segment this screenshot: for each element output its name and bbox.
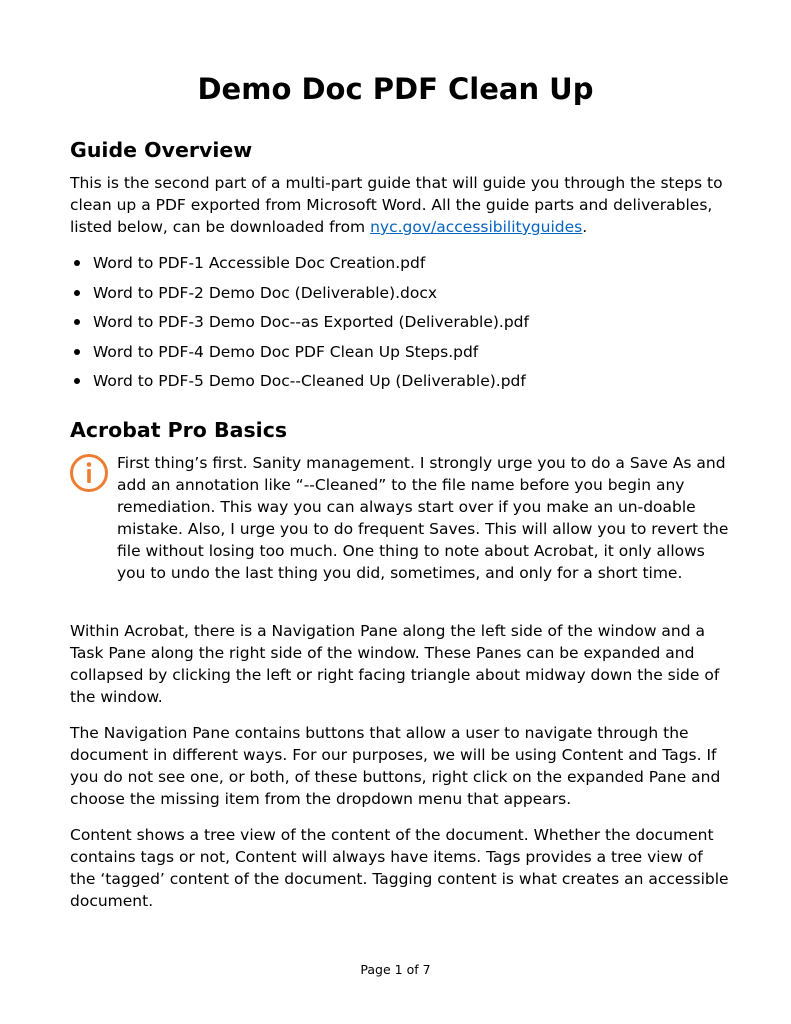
bullet-icon: [74, 378, 80, 384]
list-item-text: Word to PDF-1 Accessible Doc Creation.pdf: [93, 254, 426, 272]
list-item: [70, 311, 730, 341]
guide-files-list: [70, 252, 730, 400]
overview-paragraph: [70, 172, 730, 238]
overview-text: This is the second part of a multi-part guide that will guide you through the steps to clean up a PDF exported from Microsoft Word. All the guide parts and deliverables, listed below, can be downloaded from: [70, 174, 723, 236]
heading-guide-overview: Guide Overview: [70, 138, 253, 162]
list-item: [70, 341, 730, 371]
list-item-text: Word to PDF-3 Demo Doc--as Exported (Deliverable).pdf: [93, 313, 529, 331]
content-tags-paragraph: Content shows a tree view of the content of the document. Whether the document contains tags or not, Content will always have items. Tags provides a tree view of the ‘tagged’ content of the document. Tagging content is what creates an accessible document.: [70, 826, 729, 910]
list-item: [70, 370, 730, 400]
overview-text-end: .: [582, 218, 588, 236]
sanity-note: First thing’s first. Sanity management. I strongly urge you to do a Save As and add an annotation like “--Cleaned” to the file name before you begin any remediation. This way you can always start over if you make an un-doable mistake. Also, I urge you to do frequent Saves. This will allow you to revert the file without losing too much. One thing to note about Acrobat, it only allows you to undo the last thing you did, sometimes, and only for a short time.: [117, 454, 729, 582]
list-item: [70, 252, 730, 282]
list-item: [70, 282, 730, 312]
list-item-text: Word to PDF-5 Demo Doc--Cleaned Up (Deliverable).pdf: [93, 372, 526, 390]
list-item-text: Word to PDF-4 Demo Doc PDF Clean Up Steps.pdf: [93, 342, 479, 361]
info-icon: [69, 453, 109, 493]
list-item-text: Word to PDF-2 Demo Doc (Deliverable).docx: [93, 283, 438, 302]
bullet-icon: [74, 260, 80, 266]
bullet-icon: [74, 349, 80, 355]
page-number-footer: Page 1 of 7: [360, 962, 431, 977]
navigation-pane-paragraph: Within Acrobat, there is a Navigation Pane along the left side of the window and a Task Pane along the right side of the window. These Panes can be expanded and collapsed by clicking the left or right facing triangle about midway down the side of the window.: [70, 622, 720, 706]
navigation-buttons-paragraph: The Navigation Pane contains buttons that allow a user to navigate through the document in different ways. For our purposes, we will be using Content and Tags. If you do not see one, or both, of these buttons, right click on the expanded Pane and choose the missing item from the dropdown menu that appears.: [70, 724, 721, 808]
heading-acrobat-pro-basics: Acrobat Pro Basics: [70, 418, 288, 442]
accessibility-guides-link[interactable]: nyc.gov/accessibilityguides: [370, 218, 583, 236]
bullet-icon: [74, 319, 80, 325]
bullet-icon: [74, 290, 80, 296]
document-title: Demo Doc PDF Clean Up: [197, 72, 594, 106]
